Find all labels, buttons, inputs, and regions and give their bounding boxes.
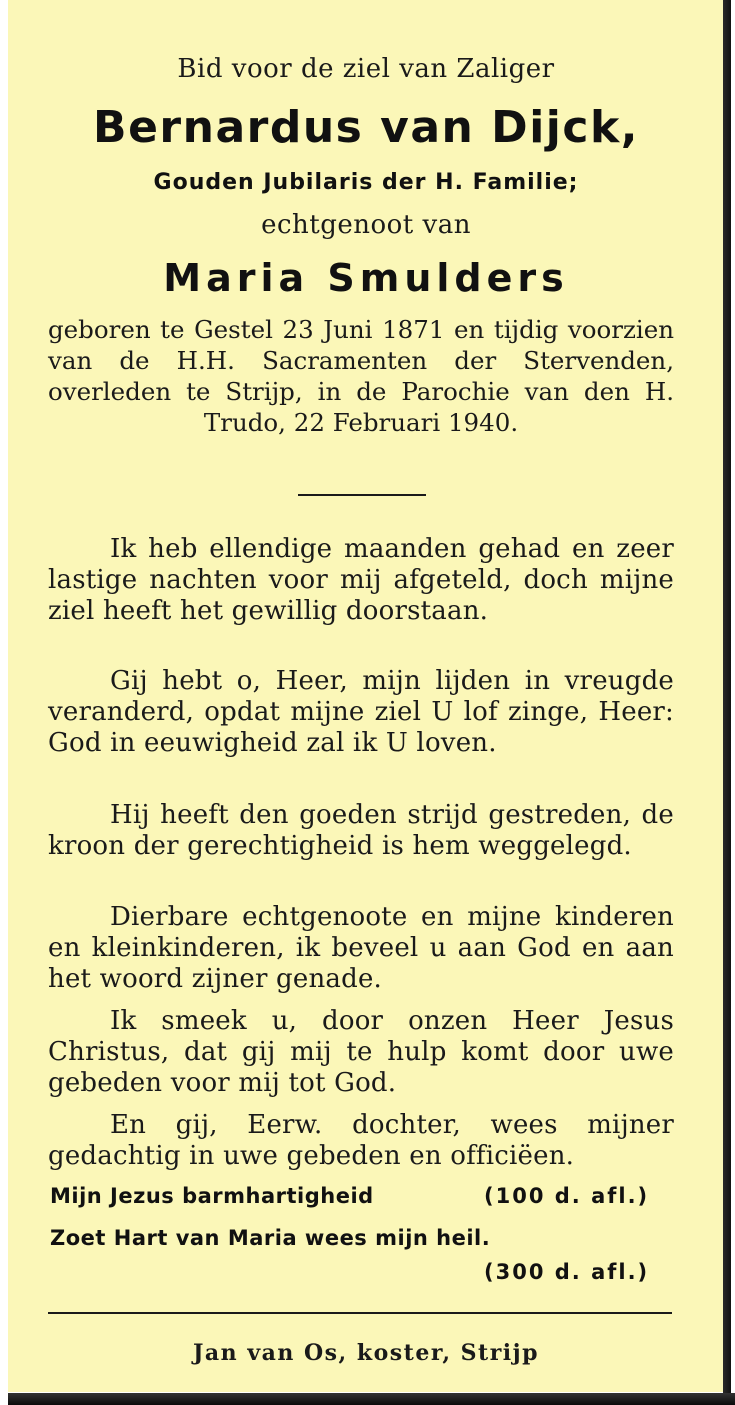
paragraph-4: Dierbare echtgenoote en mijne kinderen en kleinkinderen, ik beveel u aan God en aan het woord zijner genade. [48,902,674,994]
printer-credit: Jan van Os, koster, Strijp [193,1340,539,1366]
prayer-2-indulgence: (300 d. afl.) [484,1260,650,1284]
intro-text: Bid voor de ziel van Zaliger [177,54,555,84]
biography: geboren te Gestel 23 Juni 1871 en tijdig voorzien van de H.H. Sacramenten der Stervenden, overleden te Strijp, in de Parochie van den H. Trudo, 22 Februari 1940. [48,315,674,437]
honorary-title: Gouden Jubilaris der H. Familie; [153,170,579,195]
paragraph-5: Ik smeek u, door onzen Heer Jesus Christus, dat gij mij te hulp komt door uwe gebeden voor mij tot God. [48,1006,674,1098]
spouse-label: echtgenoot van [261,210,471,240]
paragraph-6: En gij, Eerw. dochter, wees mijner gedachtig in uwe gebeden en officiëen. [48,1110,674,1171]
prayer-2-text: Zoet Hart van Maria wees mijn heil. [50,1226,491,1250]
long-divider [48,1312,672,1314]
spouse-name: Maria Smulders [163,256,569,300]
paragraph-1: Ik heb ellendige maanden gehad en zeer lastige nachten voor mij afgeteld, doch mijne ziel heeft het gewillig doorstaan. [48,534,674,626]
prayer-1-indulgence: (100 d. afl.) [484,1184,650,1208]
short-divider [298,494,426,496]
scan-edge-right [723,0,731,1400]
paragraph-2: Gij hebt o, Heer, mijn lijden in vreugde veranderd, opdat mijne ziel U lof zinge, Heer: God in eeuwigheid zal ik U loven. [48,666,674,758]
memorial-card [8,0,724,1392]
prayer-1-text: Mijn Jezus barmhartigheid [50,1184,374,1208]
deceased-name: Bernardus van Dijck, [93,102,639,153]
scan-edge-bottom [8,1393,735,1405]
paragraph-3: Hij heeft den goeden strijd gestreden, de kroon der gerechtigheid is hem weggelegd. [48,800,674,861]
